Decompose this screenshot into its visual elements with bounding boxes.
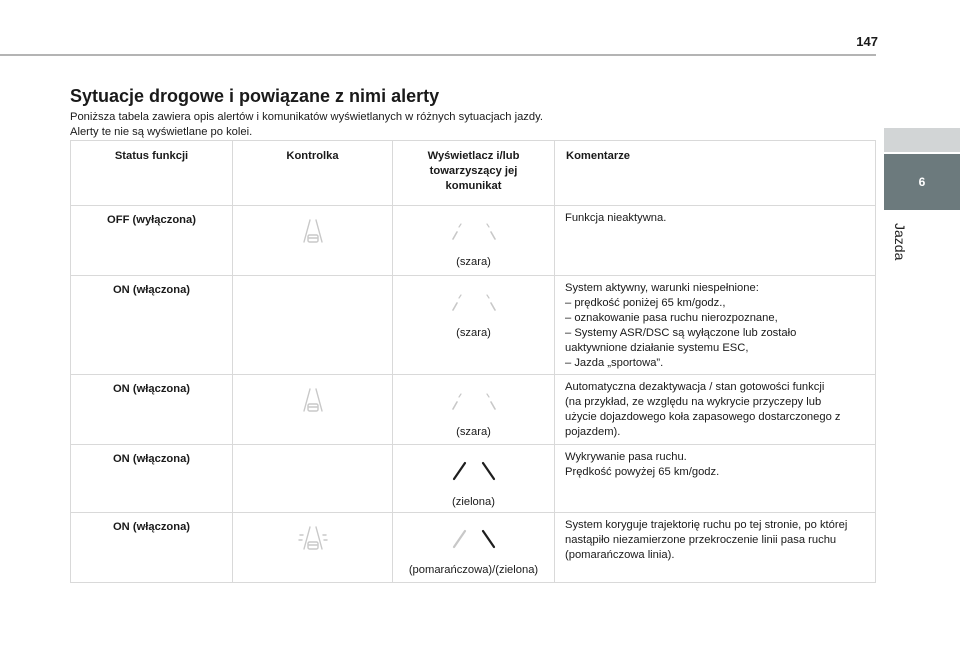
lane-lines-gray-icon <box>450 220 498 242</box>
display-caption: (szara) <box>456 426 491 438</box>
comments-cell <box>555 445 876 513</box>
alerts-table <box>70 140 876 583</box>
comment-line: Automatyczna dezaktywacja / stan gotowości funkcji <box>565 381 825 393</box>
comments-cell <box>555 206 876 276</box>
comment-line: użycie dojazdowego koła zapasowego dostarczonego z <box>565 411 841 423</box>
display-cell <box>393 445 555 513</box>
table-row <box>71 276 876 375</box>
intro-line: Poniższa tabela zawiera opis alertów i komunikatów wyświetlanych w różnych sytuacjach jazdy. <box>70 111 543 123</box>
status-cell: OFF (wyłączona) <box>71 206 233 276</box>
comment-line: Wykrywanie pasa ruchu. <box>565 451 687 463</box>
comment-line: – Systemy ASR/DSC są wyłączone lub zostało <box>565 327 797 339</box>
comment-line: System koryguje trajektorię ruchu po tej stronie, po której <box>565 519 848 531</box>
header-display <box>393 141 555 206</box>
chapter-label: Jazda <box>892 223 908 261</box>
status-cell: ON (włączona) <box>71 445 233 513</box>
comment-line: pojazdem). <box>565 426 621 438</box>
intro-text <box>70 110 870 140</box>
header-display-line: towarzyszący jej <box>429 165 518 177</box>
side-tab-spacer <box>884 128 960 152</box>
indicator-cell <box>233 375 393 445</box>
status-cell: ON (włączona) <box>71 375 233 445</box>
comments-cell <box>555 375 876 445</box>
lane-lines-green-icon <box>450 460 498 482</box>
display-cell <box>393 276 555 375</box>
chapter-number: 6 <box>918 175 926 189</box>
lane-keep-car-icon <box>297 387 329 417</box>
comment-line: (na przykład, ze względu na wykrycie przyczepy lub <box>565 396 822 408</box>
display-caption: (szara) <box>456 327 491 339</box>
display-caption: (pomarańczowa)/(zielona) <box>408 564 539 576</box>
table-row <box>71 445 876 513</box>
indicator-cell <box>233 445 393 513</box>
comment-line: uaktywnione działanie systemu ESC, <box>565 342 749 354</box>
display-cell <box>393 375 555 445</box>
header-display-line: Wyświetlacz i/lub <box>427 150 520 162</box>
lane-lines-orange-green-icon <box>450 528 498 550</box>
display-cell <box>393 206 555 276</box>
comment-line: nastąpiło niezamierzone przekroczenie linii pasa ruchu <box>565 534 837 546</box>
indicator-cell <box>233 276 393 375</box>
header-comments: Komentarze <box>555 141 876 206</box>
table-row <box>71 206 876 276</box>
comments-cell <box>555 276 876 375</box>
table-header-row <box>71 141 876 206</box>
comment-line: System aktywny, warunki niespełnione: <box>565 282 759 294</box>
comment-line: – oznakowanie pasa ruchu nierozpoznane, <box>565 312 778 324</box>
table-row <box>71 375 876 445</box>
comments-cell <box>555 513 876 583</box>
header-display-line: komunikat <box>445 180 502 192</box>
lane-lines-gray-icon <box>450 390 498 412</box>
display-caption: (zielona) <box>452 496 495 508</box>
header-status: Status funkcji <box>71 141 233 206</box>
comment-line: – Jazda „sportowa”. <box>565 357 664 369</box>
status-cell: ON (włączona) <box>71 276 233 375</box>
header-rule <box>0 54 876 56</box>
lane-keep-car-icon <box>297 218 329 248</box>
lane-keep-car-alert-icon <box>297 525 329 555</box>
indicator-cell <box>233 206 393 276</box>
display-cell <box>393 513 555 583</box>
table-row <box>71 513 876 583</box>
display-caption: (szara) <box>456 256 491 268</box>
page-title: Sytuacje drogowe i powiązane z nimi alerty <box>70 86 440 106</box>
comment-line: – prędkość poniżej 65 km/godz., <box>565 297 726 309</box>
intro-line: Alerty te nie są wyświetlane po kolei. <box>70 126 253 138</box>
chapter-tab[interactable] <box>884 154 960 210</box>
comment-line: Funkcja nieaktywna. <box>565 212 667 224</box>
indicator-cell <box>233 513 393 583</box>
comment-line: Prędkość powyżej 65 km/godz. <box>565 466 720 478</box>
page-number: 147 <box>856 34 878 49</box>
lane-lines-gray-icon <box>450 291 498 313</box>
status-cell: ON (włączona) <box>71 513 233 583</box>
comment-line: (pomarańczowa linia). <box>565 549 675 561</box>
header-indicator: Kontrolka <box>233 141 393 206</box>
